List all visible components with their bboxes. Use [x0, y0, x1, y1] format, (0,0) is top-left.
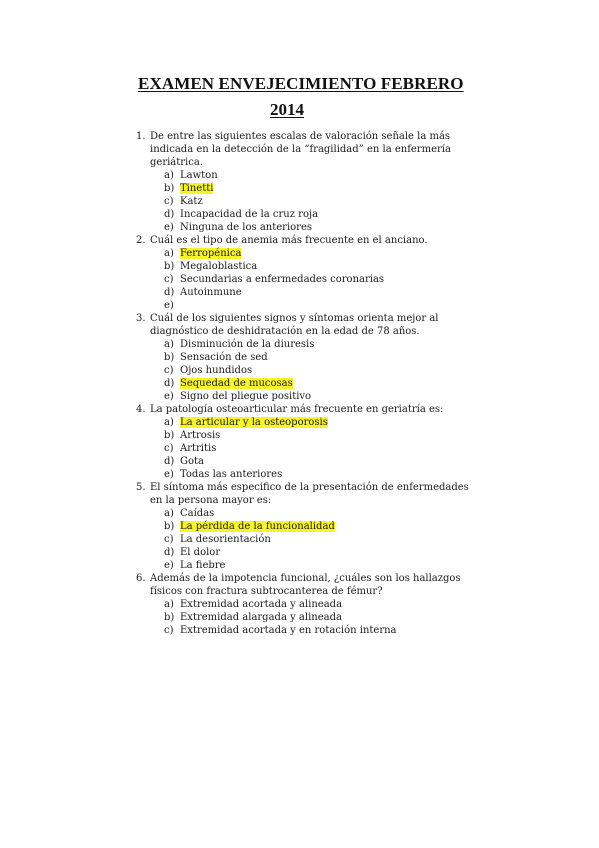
- option-letter: c): [164, 443, 174, 454]
- option-text: Sensación de sed: [180, 352, 268, 363]
- answer-option: [164, 260, 476, 273]
- option-letter: d): [164, 209, 175, 220]
- answer-option: [164, 455, 476, 468]
- answer-options: [150, 416, 476, 481]
- answer-option: [164, 299, 476, 312]
- option-text: Megaloblastica: [180, 261, 258, 272]
- option-letter: a): [164, 417, 174, 428]
- answer-option: [164, 611, 476, 624]
- answer-option: [164, 247, 476, 260]
- option-letter: d): [164, 378, 175, 389]
- question-number: 6.: [136, 573, 146, 584]
- answer-option: [164, 221, 476, 234]
- question-4: [136, 403, 476, 481]
- option-text: Lawton: [180, 170, 218, 181]
- option-text: Autoinmune: [180, 287, 242, 298]
- option-text: Incapacidad de la cruz roja: [180, 209, 319, 220]
- question-2: [136, 234, 476, 312]
- question-text: El síntoma más especifico de la presentación de enfermedades en la persona mayor es:: [150, 482, 469, 506]
- option-letter: e): [164, 469, 174, 480]
- answer-option: [164, 416, 476, 429]
- option-letter: c): [164, 534, 174, 545]
- exam-title: EXAMEN ENVEJECIMIENTO FEBRERO: [138, 74, 464, 93]
- answer-option: [164, 442, 476, 455]
- option-text: Secundarias a enfermedades coronarias: [180, 274, 385, 285]
- option-letter: c): [164, 625, 174, 636]
- option-text: Katz: [180, 196, 203, 207]
- question-number: 3.: [136, 313, 146, 324]
- option-letter: a): [164, 170, 174, 181]
- option-text: Disminución de la diuresis: [180, 339, 315, 350]
- answer-options: [150, 247, 476, 312]
- highlighted-answer: Ferropénica: [180, 248, 242, 259]
- option-letter: e): [164, 300, 174, 311]
- answer-option: [164, 195, 476, 208]
- option-letter: a): [164, 339, 174, 350]
- answer-option: [164, 377, 476, 390]
- answer-option: [164, 624, 476, 637]
- answer-options: [150, 507, 476, 572]
- option-letter: e): [164, 222, 174, 233]
- question-3: [136, 312, 476, 403]
- answer-option: [164, 468, 476, 481]
- question-text: Cuál es el tipo de anemia más frecuente en el anciano.: [150, 235, 428, 246]
- answer-option: [164, 338, 476, 351]
- option-letter: b): [164, 261, 175, 272]
- option-letter: b): [164, 183, 175, 194]
- answer-option: [164, 598, 476, 611]
- option-letter: c): [164, 196, 174, 207]
- option-letter: d): [164, 287, 175, 298]
- option-letter: d): [164, 456, 175, 467]
- answer-option: [164, 520, 476, 533]
- question-text: Cuál de los siguientes signos y síntomas orienta mejor al diagnóstico de deshidratación en la edad de 78 años.: [150, 313, 439, 337]
- answer-option: [164, 273, 476, 286]
- option-text: Extremidad alargada y alineada: [180, 612, 342, 623]
- option-text: Ninguna de los anteriores: [180, 222, 313, 233]
- option-text: Signo del pliegue positivo: [180, 391, 312, 402]
- option-letter: c): [164, 274, 174, 285]
- option-letter: b): [164, 521, 175, 532]
- answer-option: [164, 286, 476, 299]
- highlighted-answer: Tinetti: [180, 183, 214, 194]
- option-text: Caídas: [180, 508, 215, 519]
- option-letter: b): [164, 430, 175, 441]
- highlighted-answer: La articular y la osteoporosis: [180, 417, 328, 428]
- option-letter: c): [164, 365, 174, 376]
- option-text: Gota: [180, 456, 204, 467]
- answer-option: [164, 182, 476, 195]
- answer-option: [164, 208, 476, 221]
- option-text: Artrosis: [180, 430, 221, 441]
- answer-option: [164, 546, 476, 559]
- option-text: La desorientación: [180, 534, 271, 545]
- answer-option: [164, 533, 476, 546]
- question-text: Además de la impotencia funcional, ¿cuáles son los hallazgos físicos con fractura subtrocanterea de fémur?: [150, 573, 461, 597]
- question-text: De entre las siguientes escalas de valoración señale la más indicada en la detección de la “fragilidad” en la enfermería geriátrica.: [150, 131, 451, 168]
- answer-option: [164, 507, 476, 520]
- question-number: 1.: [136, 131, 146, 142]
- answer-options: [150, 598, 476, 637]
- highlighted-answer: Sequedad de mucosas: [180, 378, 293, 389]
- question-number: 5.: [136, 482, 146, 493]
- question-6: [136, 572, 476, 637]
- option-letter: e): [164, 560, 174, 571]
- exam-year: 2014: [270, 100, 304, 119]
- option-letter: b): [164, 612, 175, 623]
- option-letter: a): [164, 248, 174, 259]
- question-list: [136, 130, 476, 637]
- answer-option: [164, 169, 476, 182]
- option-letter: d): [164, 547, 175, 558]
- option-text: Extremidad acortada y en rotación interna: [180, 625, 397, 636]
- answer-option: [164, 351, 476, 364]
- highlighted-answer: La pérdida de la funcionalidad: [180, 521, 335, 532]
- answer-option: [164, 390, 476, 403]
- option-text: Ojos hundidos: [180, 365, 253, 376]
- question-number: 2.: [136, 235, 146, 246]
- answer-option: [164, 429, 476, 442]
- option-letter: e): [164, 391, 174, 402]
- option-text: La fiebre: [180, 560, 226, 571]
- option-letter: a): [164, 599, 174, 610]
- answer-options: [150, 338, 476, 403]
- option-text: El dolor: [180, 547, 221, 558]
- option-letter: b): [164, 352, 175, 363]
- option-letter: a): [164, 508, 174, 519]
- option-text: Todas las anteriores: [180, 469, 283, 480]
- option-text: Artritis: [180, 443, 217, 454]
- question-text: La patología osteoarticular más frecuente en geriatría es:: [150, 404, 444, 415]
- option-text: Extremidad acortada y alineada: [180, 599, 343, 610]
- answer-option: [164, 559, 476, 572]
- question-5: [136, 481, 476, 572]
- question-number: 4.: [136, 404, 146, 415]
- question-1: [136, 130, 476, 234]
- answer-option: [164, 364, 476, 377]
- answer-options: [150, 169, 476, 234]
